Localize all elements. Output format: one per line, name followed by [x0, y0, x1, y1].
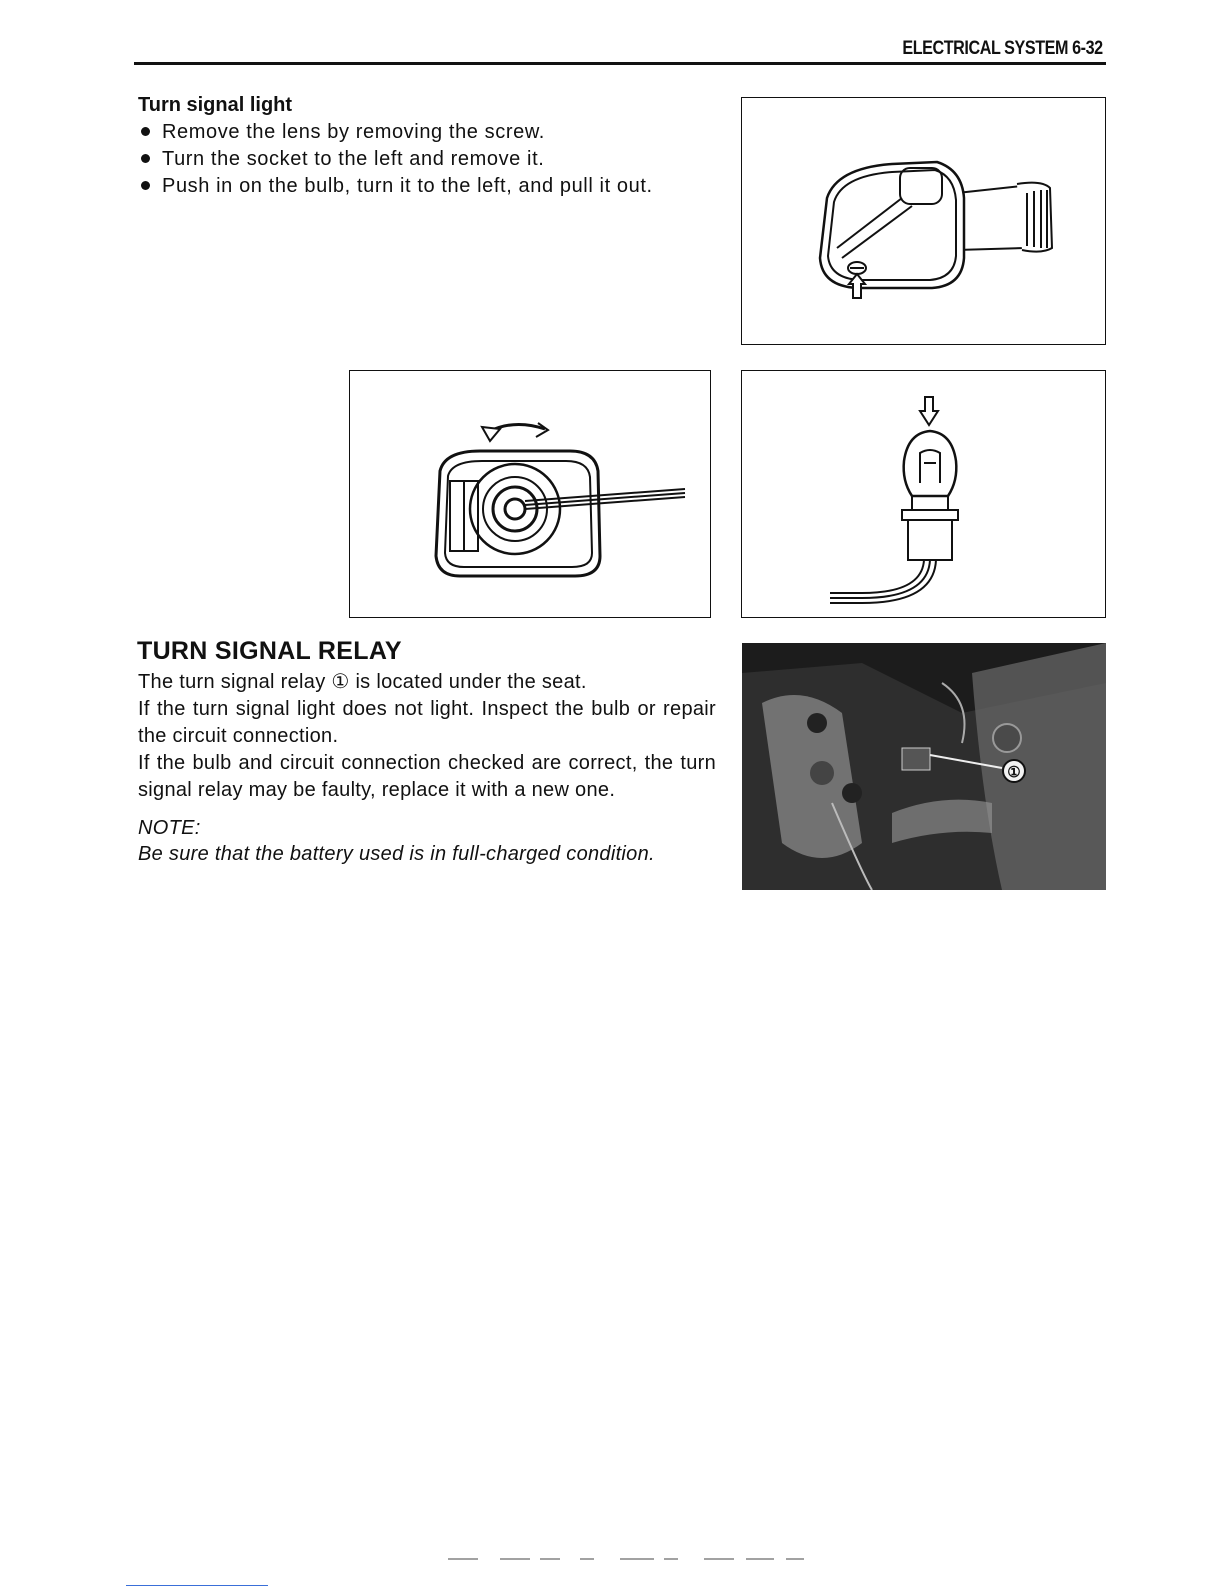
- relay-paragraph-replace: If the bulb and circuit connection checked are correct, the turn signal relay may be faulty, replace it with a new one.: [138, 752, 716, 801]
- figure-socket-turn: [349, 370, 711, 618]
- relay-section-title: TURN SIGNAL RELAY: [137, 637, 402, 665]
- step-item: Turn the socket to the left and remove it.: [138, 146, 653, 173]
- figure-bulb: [741, 370, 1106, 618]
- bullet-icon: [141, 127, 150, 136]
- relay-location-photo: [742, 643, 1106, 890]
- footer-dashes: [448, 1558, 804, 1560]
- step-item: Remove the lens by removing the screw.: [138, 119, 653, 146]
- turn-signal-steps: [138, 119, 653, 200]
- photo-callout: ①: [1007, 764, 1021, 781]
- step-item: Push in on the bulb, turn it to the left, and pull it out.: [138, 173, 653, 200]
- bullet-icon: [141, 154, 150, 163]
- page-header: ELECTRICAL SYSTEM 6-32: [902, 38, 1103, 59]
- turn-signal-light-heading: Turn signal light: [138, 94, 293, 116]
- relay-paragraph-inspect: If the turn signal light does not light. Inspect the bulb or repair the circuit connection.: [138, 698, 716, 747]
- note-text: Be sure that the battery used is in full-charged condition.: [138, 843, 655, 865]
- bullet-icon: [141, 181, 150, 190]
- figure-lens-screw: [741, 97, 1106, 345]
- note-label: NOTE:: [138, 817, 201, 839]
- header-rule: [134, 62, 1106, 65]
- relay-paragraph-location: The turn signal relay ① is located under the seat.: [138, 671, 587, 693]
